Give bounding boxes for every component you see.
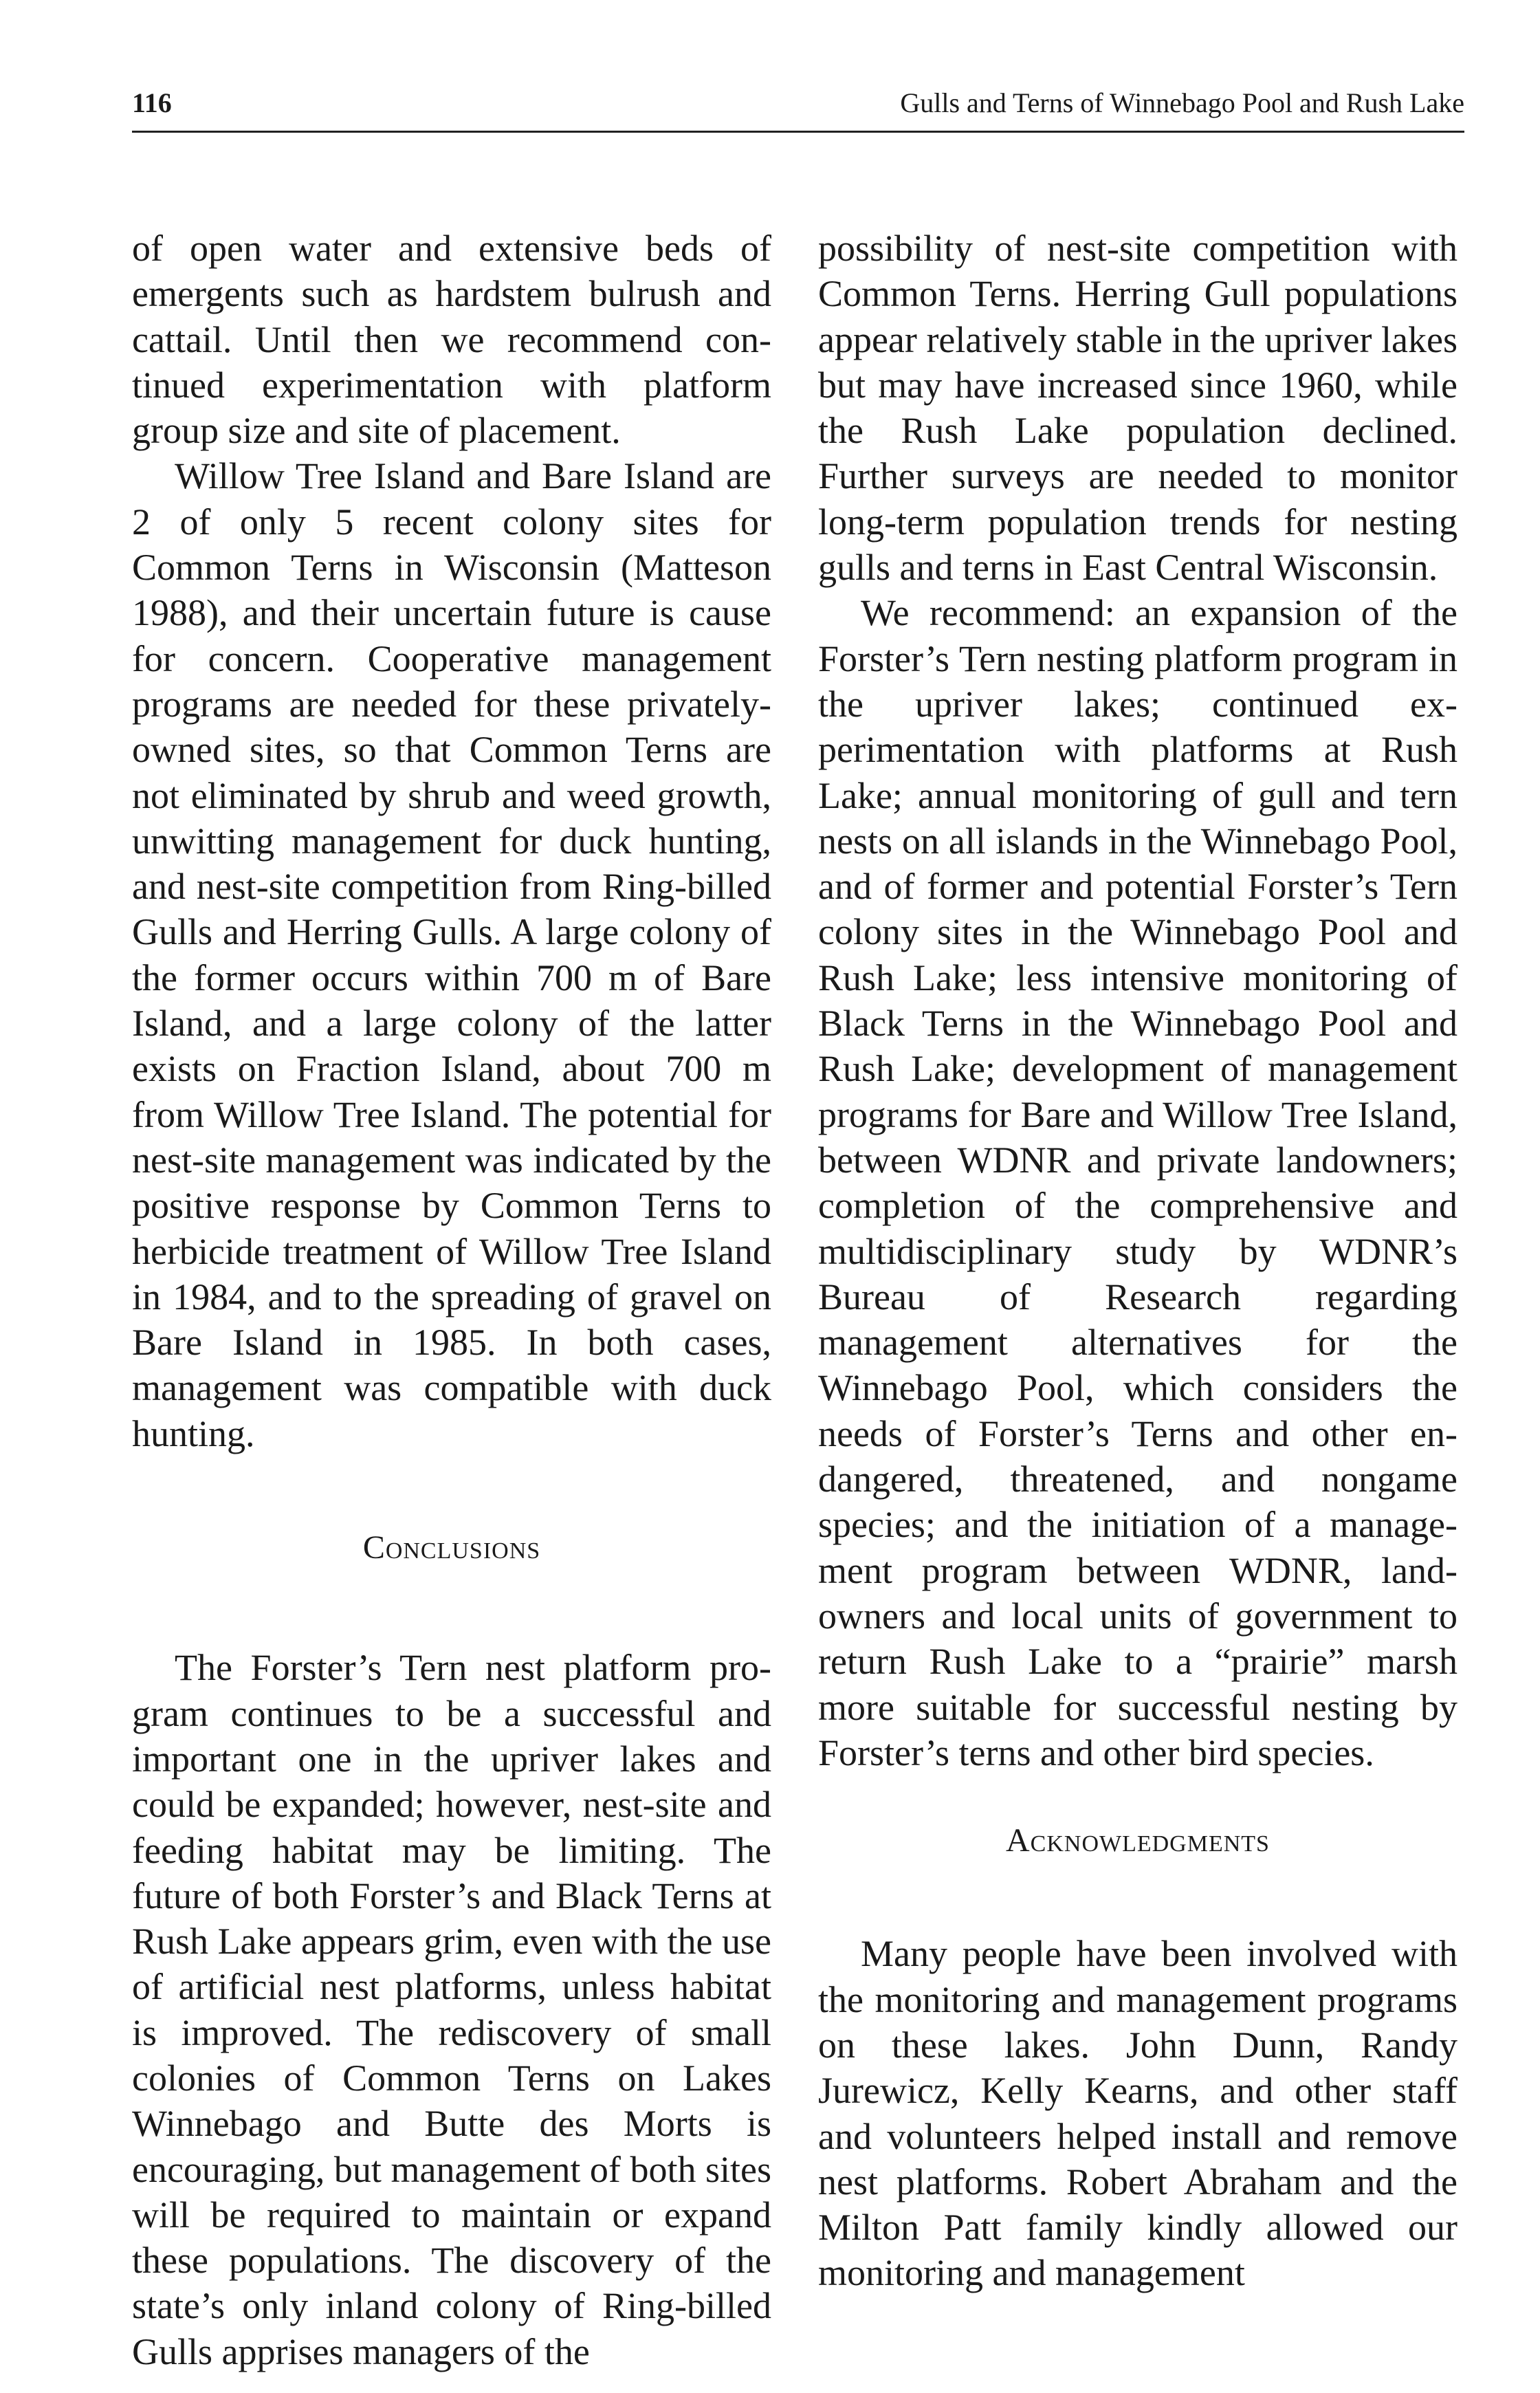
left-paragraph-2: Willow Tree Island and Bare Island are 2 of only 5 recent colony sites for Common Terns in Wisconsin (Matteson 1988), and their uncertain future is cause for concern. Cooperative management programs are needed for these privately-owned sites, so that Common Terns are not eliminated by shrub and weed growth, unwitting management for duck hunting, and nest-site competition from Ring-billed Gulls and Herring Gulls. A large colony of the former occurs within 700 m of Bare Island, and a large colony of the latter exists on Fraction Island, about 700 m from Willow Tree Island. The potential for nest-site management was indicated by the positive response by Common Terns to herbicide treatment of Willow Tree Island in 1984, and to the spreading of gravel on Bare Island in 1985. In both cases, management was compatible with duck hunting. (132, 455, 771, 1454)
page-header (132, 81, 1464, 133)
page-number: 116 (132, 87, 172, 118)
running-title: Gulls and Terns of Winnebago Pool and Rush Lake (900, 87, 1464, 118)
left-paragraph-3: The Forster’s Tern nest platform program continues to be a successful and important one in the upriver lakes and could be expanded; however, nest-site and feeding habitat may be limiting. The future of both Forster’s and Black Terns at Rush Lake appears grim, even with the use of artificial nest platforms, unless habitat is improved. The rediscovery of small colonies of Common Terns on Lakes Winnebago and Butte des Morts is encouraging, but management of both sites will be required to maintain or expand these populations. The discovery of the state’s only inland colony of Ring-billed Gulls apprises managers of the (132, 1647, 771, 2372)
conclusions-heading: Conclusions (362, 1529, 541, 1566)
acknowledgments-heading: Acknowledgments (1006, 1822, 1270, 1859)
right-paragraph-1: possibility of nest-site competition with Common Terns. Herring Gull populations appear relatively stable in the upriver lakes but may have increased since 1960, while the Rush Lake population declined. Further surveys are needed to monitor long-term population trends for nesting gulls and terns in East Central Wisconsin. (818, 228, 1458, 589)
right-paragraph-2: We recommend: an expansion of the Forster’s Tern nesting platform program in the upriver lakes; continued experimentation with platforms at Rush Lake; annual monitoring of gull and tern nests on all islands in the Winnebago Pool, and of former and potential Forster’s Tern colony sites in the Winnebago Pool and Rush Lake; less intensive monitoring of Black Terns in the Winnebago Pool and Rush Lake; development of management programs for Bare and Willow Tree Island, between WDNR and private landowners; completion of the comprehensive and multidisciplinary study by WDNR’s Bureau of Research regarding management alternatives for the Winnebago Pool, which considers the needs of Forster’s Terns and other endangered, threatened, and nongame species; and the initiation of a management program between WDNR, landowners and local units of government to return Rush Lake to a “prairie” marsh more suitable for successful nesting by Forster’s terns and other bird species. (818, 592, 1458, 1773)
right-column (818, 226, 1458, 2296)
left-paragraph-1: of open water and extensive beds of emergents such as hardstem bulrush and cattail. Until then we recommend continued experimentation with platform group size and site of placement. (132, 228, 771, 452)
right-paragraph-3: Many people have been involved with the monitoring and management programs on these lakes. John Dunn, Randy Jurewicz, Kelly Kearns, and other staff and volunteers helped install and remove nest platforms. Robert Abraham and the Milton Patt family kindly allowed our monitoring and management (818, 1933, 1458, 2294)
left-column (132, 226, 771, 2374)
